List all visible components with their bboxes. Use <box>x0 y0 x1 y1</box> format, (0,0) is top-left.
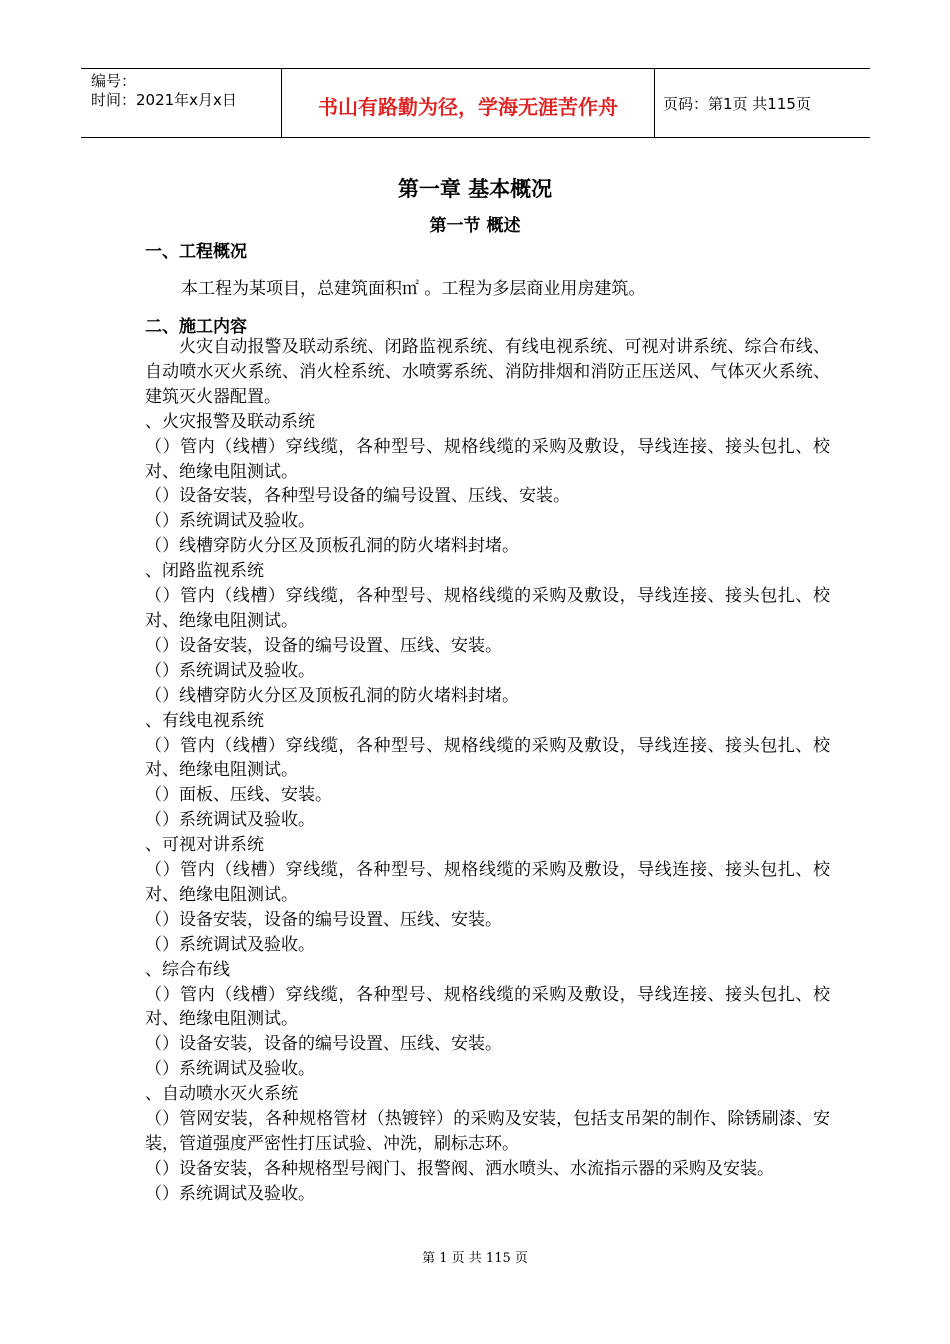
paragraph: （）设备安装，各种型号设备的编号设置、压线、安装。 <box>145 486 570 507</box>
paragraph: 、火灾报警及联动系统 <box>145 411 315 432</box>
paragraph: 、可视对讲系统 <box>145 835 264 856</box>
paragraph: （）系统调试及验收。 <box>145 660 315 681</box>
paragraph: （）系统调试及验收。 <box>145 1183 315 1204</box>
header-motto-cell <box>282 69 655 137</box>
paragraph: 火灾自动报警及联动系统、闭路监视系统、有线电视系统、可视对讲系统、综合布线、自动喷水灭火系统、消火栓系统、水喷雾系统、消防排烟和消防正压送风、气体灭火系统、建筑灭火器配置。 <box>145 337 830 407</box>
paragraph: （）管内（线槽）穿线缆，各种型号、规格线缆的采购及敷设，导线连接、接头包扎、校对、绝缘电阻测试。 <box>145 984 830 1030</box>
heading-project-overview: 一、工程概况 <box>145 242 247 262</box>
paragraph: （）管内（线槽）穿线缆，各种型号、规格线缆的采购及敷设，导线连接、接头包扎、校对、绝缘电阻测试。 <box>145 860 830 905</box>
intro-paragraph: 本工程为某项目，总建筑面积㎡ 。工程为多层商业用房建筑。 <box>181 279 646 299</box>
motto-text: 书山有路勤为径，学海无涯苦作舟 <box>318 95 618 119</box>
paragraph: （）管内（线槽）穿线缆，各种型号、规格线缆的采购及敷设，导线连接、接头包扎、校对、绝缘电阻测试。 <box>145 586 830 631</box>
heading-construction-scope: 二、施工内容 <box>145 317 247 337</box>
paragraph: （）线槽穿防火分区及顶板孔洞的防火堵料封堵。 <box>145 536 519 557</box>
header-meta-cell <box>81 69 282 137</box>
paragraph: （）管内（线槽）穿线缆，各种型号、规格线缆的采购及敷设，导线连接、接头包扎、校对、绝缘电阻测试。 <box>145 735 830 781</box>
paragraph: （）系统调试及验收。 <box>145 1059 315 1080</box>
paragraph: 、自动喷水灭火系统 <box>145 1084 298 1105</box>
paragraph: （）系统调试及验收。 <box>145 934 315 955</box>
document-body <box>145 335 830 1207</box>
paragraph: （）设备安装，各种规格型号阀门、报警阀、洒水喷头、水流指示器的采购及安装。 <box>145 1158 774 1179</box>
paragraph: 、有线电视系统 <box>145 710 264 731</box>
paragraph: （）面板、压线、安装。 <box>145 785 332 806</box>
page-header <box>81 68 870 138</box>
section-title: 第一节 概述 <box>429 216 521 236</box>
page-footer: 第 1 页 共 115 页 <box>422 1251 528 1266</box>
paragraph: （）设备安装，设备的编号设置、压线、安装。 <box>145 909 502 930</box>
number-label: 编号： <box>91 72 137 90</box>
paragraph: （）线槽穿防火分区及顶板孔洞的防火堵料封堵。 <box>145 685 519 706</box>
paragraph: （）系统调试及验收。 <box>145 810 315 831</box>
paragraph: 、闭路监视系统 <box>145 561 264 582</box>
paragraph: （）系统调试及验收。 <box>145 511 315 532</box>
paragraph: 、综合布线 <box>145 959 230 980</box>
paragraph: （）管网安装，各种规格管材（热镀锌）的采购及安装，包括支吊架的制作、除锈刷漆、安装，管道强度严密性打压试验、冲洗，刷标志环。 <box>145 1109 830 1154</box>
chapter-title: 第一章 基本概况 <box>397 177 553 201</box>
paragraph: （）设备安装，设备的编号设置、压线、安装。 <box>145 635 502 656</box>
paragraph: （）管内（线槽）穿线缆，各种型号、规格线缆的采购及敷设，导线连接、接头包扎、校对、绝缘电阻测试。 <box>145 436 830 482</box>
page-info: 页码：第1页 共115页 <box>663 95 811 113</box>
paragraph: （）设备安装，设备的编号设置、压线、安装。 <box>145 1034 502 1055</box>
time-label: 时间：2021年x月x日 <box>91 91 237 109</box>
